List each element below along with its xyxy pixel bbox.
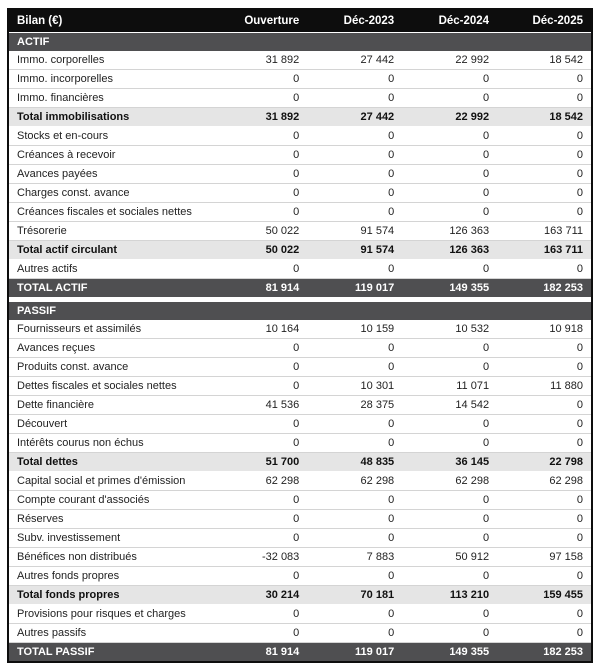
cell-value: 0 bbox=[307, 146, 402, 165]
row-label: Dettes fiscales et sociales nettes bbox=[8, 377, 212, 396]
table-row bbox=[8, 184, 592, 203]
cell-value: 0 bbox=[497, 89, 592, 108]
table-row bbox=[8, 279, 592, 298]
table-row bbox=[8, 605, 592, 624]
row-label: Capital social et primes d'émission bbox=[8, 472, 212, 491]
cell-value: 0 bbox=[497, 624, 592, 643]
cell-value: 36 145 bbox=[402, 453, 497, 472]
cell-value: 0 bbox=[307, 260, 402, 279]
cell-value: 0 bbox=[212, 510, 307, 529]
cell-value: 0 bbox=[212, 358, 307, 377]
table-row bbox=[8, 396, 592, 415]
cell-value: 11 071 bbox=[402, 377, 497, 396]
cell-value: 0 bbox=[212, 89, 307, 108]
cell-value: 0 bbox=[212, 127, 307, 146]
cell-value: 0 bbox=[402, 529, 497, 548]
cell-value: 0 bbox=[402, 624, 497, 643]
row-label: Autres passifs bbox=[8, 624, 212, 643]
cell-value: 0 bbox=[212, 529, 307, 548]
cell-value: 0 bbox=[402, 434, 497, 453]
cell-value: 149 355 bbox=[402, 279, 497, 298]
table-row bbox=[8, 127, 592, 146]
cell-value: 0 bbox=[497, 491, 592, 510]
cell-value: 22 992 bbox=[402, 51, 497, 70]
table-row bbox=[8, 643, 592, 663]
cell-value: 0 bbox=[402, 70, 497, 89]
cell-value: 0 bbox=[212, 434, 307, 453]
cell-value: 0 bbox=[497, 165, 592, 184]
section-title: ACTIF bbox=[8, 33, 592, 52]
row-label: Fournisseurs et assimilés bbox=[8, 320, 212, 339]
cell-value: 11 880 bbox=[497, 377, 592, 396]
cell-value: 62 298 bbox=[402, 472, 497, 491]
cell-value: 81 914 bbox=[212, 279, 307, 298]
row-label: TOTAL ACTIF bbox=[8, 279, 212, 298]
section-header-row bbox=[8, 33, 592, 52]
section-header-row bbox=[8, 302, 592, 320]
row-label: Bénéfices non distribués bbox=[8, 548, 212, 567]
table-row bbox=[8, 222, 592, 241]
cell-value: 10 159 bbox=[307, 320, 402, 339]
table-row bbox=[8, 510, 592, 529]
cell-value: 31 892 bbox=[212, 51, 307, 70]
cell-value: 18 542 bbox=[497, 51, 592, 70]
cell-value: 0 bbox=[497, 260, 592, 279]
cell-value: 0 bbox=[307, 339, 402, 358]
cell-value: 0 bbox=[307, 415, 402, 434]
row-label: Autres fonds propres bbox=[8, 567, 212, 586]
cell-value: 70 181 bbox=[307, 586, 402, 605]
cell-value: 27 442 bbox=[307, 51, 402, 70]
cell-value: 0 bbox=[402, 146, 497, 165]
cell-value: 0 bbox=[307, 358, 402, 377]
table-row bbox=[8, 51, 592, 70]
table-row bbox=[8, 586, 592, 605]
table-body bbox=[8, 33, 592, 663]
column-header: Ouverture bbox=[212, 9, 307, 33]
cell-value: 18 542 bbox=[497, 108, 592, 127]
table-row bbox=[8, 567, 592, 586]
cell-value: 97 158 bbox=[497, 548, 592, 567]
table-row bbox=[8, 165, 592, 184]
row-label: Créances à recevoir bbox=[8, 146, 212, 165]
cell-value: 0 bbox=[212, 260, 307, 279]
cell-value: 31 892 bbox=[212, 108, 307, 127]
cell-value: 22 798 bbox=[497, 453, 592, 472]
cell-value: 0 bbox=[402, 567, 497, 586]
cell-value: 0 bbox=[497, 434, 592, 453]
table-row bbox=[8, 89, 592, 108]
cell-value: 14 542 bbox=[402, 396, 497, 415]
row-label: Intérêts courus non échus bbox=[8, 434, 212, 453]
cell-value: 0 bbox=[307, 434, 402, 453]
cell-value: 0 bbox=[402, 339, 497, 358]
cell-value: 0 bbox=[307, 165, 402, 184]
cell-value: 0 bbox=[212, 339, 307, 358]
cell-value: 159 455 bbox=[497, 586, 592, 605]
cell-value: 163 711 bbox=[497, 222, 592, 241]
cell-value: 0 bbox=[307, 529, 402, 548]
cell-value: 0 bbox=[402, 510, 497, 529]
table-row bbox=[8, 529, 592, 548]
cell-value: 0 bbox=[497, 529, 592, 548]
row-label: Provisions pour risques et charges bbox=[8, 605, 212, 624]
cell-value: 119 017 bbox=[307, 643, 402, 663]
cell-value: 10 301 bbox=[307, 377, 402, 396]
row-label: Total immobilisations bbox=[8, 108, 212, 127]
cell-value: 0 bbox=[307, 567, 402, 586]
cell-value: 0 bbox=[497, 203, 592, 222]
cell-value: 0 bbox=[497, 184, 592, 203]
cell-value: 0 bbox=[212, 377, 307, 396]
cell-value: 27 442 bbox=[307, 108, 402, 127]
cell-value: 0 bbox=[307, 70, 402, 89]
cell-value: 0 bbox=[402, 491, 497, 510]
cell-value: 0 bbox=[212, 624, 307, 643]
row-label: Immo. corporelles bbox=[8, 51, 212, 70]
cell-value: 0 bbox=[497, 510, 592, 529]
row-label: TOTAL PASSIF bbox=[8, 643, 212, 663]
cell-value: 113 210 bbox=[402, 586, 497, 605]
cell-value: 126 363 bbox=[402, 241, 497, 260]
column-header: Déc-2025 bbox=[497, 9, 592, 33]
row-label: Stocks et en-cours bbox=[8, 127, 212, 146]
cell-value: 0 bbox=[307, 510, 402, 529]
row-label: Total actif circulant bbox=[8, 241, 212, 260]
table-row bbox=[8, 70, 592, 89]
cell-value: 0 bbox=[307, 491, 402, 510]
row-label: Charges const. avance bbox=[8, 184, 212, 203]
cell-value: 62 298 bbox=[307, 472, 402, 491]
cell-value: 163 711 bbox=[497, 241, 592, 260]
cell-value: 0 bbox=[307, 605, 402, 624]
cell-value: 0 bbox=[307, 624, 402, 643]
cell-value: 0 bbox=[307, 203, 402, 222]
table-row bbox=[8, 358, 592, 377]
cell-value: 62 298 bbox=[497, 472, 592, 491]
table-row bbox=[8, 339, 592, 358]
cell-value: -32 083 bbox=[212, 548, 307, 567]
section-title: PASSIF bbox=[8, 302, 592, 320]
table-row bbox=[8, 108, 592, 127]
cell-value: 0 bbox=[402, 165, 497, 184]
cell-value: 0 bbox=[497, 146, 592, 165]
cell-value: 0 bbox=[307, 89, 402, 108]
row-label: Compte courant d'associés bbox=[8, 491, 212, 510]
cell-value: 0 bbox=[402, 415, 497, 434]
cell-value: 62 298 bbox=[212, 472, 307, 491]
table-row bbox=[8, 491, 592, 510]
cell-value: 149 355 bbox=[402, 643, 497, 663]
cell-value: 0 bbox=[497, 605, 592, 624]
cell-value: 0 bbox=[402, 605, 497, 624]
table-row bbox=[8, 241, 592, 260]
table-title: Bilan (€) bbox=[8, 9, 212, 33]
table-row bbox=[8, 203, 592, 222]
cell-value: 0 bbox=[212, 491, 307, 510]
cell-value: 50 022 bbox=[212, 222, 307, 241]
table-row bbox=[8, 472, 592, 491]
row-label: Total dettes bbox=[8, 453, 212, 472]
cell-value: 0 bbox=[212, 184, 307, 203]
table-row bbox=[8, 415, 592, 434]
cell-value: 0 bbox=[212, 567, 307, 586]
row-label: Total fonds propres bbox=[8, 586, 212, 605]
table-row bbox=[8, 548, 592, 567]
cell-value: 50 912 bbox=[402, 548, 497, 567]
column-header: Déc-2024 bbox=[402, 9, 497, 33]
cell-value: 126 363 bbox=[402, 222, 497, 241]
table-row bbox=[8, 624, 592, 643]
cell-value: 0 bbox=[212, 70, 307, 89]
table-row bbox=[8, 320, 592, 339]
cell-value: 10 532 bbox=[402, 320, 497, 339]
cell-value: 28 375 bbox=[307, 396, 402, 415]
row-label: Immo. financières bbox=[8, 89, 212, 108]
row-label: Avances payées bbox=[8, 165, 212, 184]
cell-value: 0 bbox=[402, 89, 497, 108]
cell-value: 0 bbox=[212, 605, 307, 624]
row-label: Créances fiscales et sociales nettes bbox=[8, 203, 212, 222]
cell-value: 0 bbox=[402, 203, 497, 222]
cell-value: 10 918 bbox=[497, 320, 592, 339]
column-header: Déc-2023 bbox=[307, 9, 402, 33]
cell-value: 0 bbox=[402, 260, 497, 279]
row-label: Trésorerie bbox=[8, 222, 212, 241]
cell-value: 91 574 bbox=[307, 241, 402, 260]
cell-value: 50 022 bbox=[212, 241, 307, 260]
cell-value: 0 bbox=[497, 358, 592, 377]
cell-value: 182 253 bbox=[497, 643, 592, 663]
table-row bbox=[8, 453, 592, 472]
cell-value: 0 bbox=[497, 339, 592, 358]
row-label: Dette financière bbox=[8, 396, 212, 415]
cell-value: 0 bbox=[212, 165, 307, 184]
cell-value: 0 bbox=[402, 358, 497, 377]
table-row bbox=[8, 260, 592, 279]
cell-value: 0 bbox=[212, 203, 307, 222]
cell-value: 0 bbox=[497, 127, 592, 146]
cell-value: 7 883 bbox=[307, 548, 402, 567]
row-label: Subv. investissement bbox=[8, 529, 212, 548]
cell-value: 51 700 bbox=[212, 453, 307, 472]
table-row bbox=[8, 434, 592, 453]
cell-value: 10 164 bbox=[212, 320, 307, 339]
cell-value: 0 bbox=[497, 567, 592, 586]
cell-value: 0 bbox=[307, 127, 402, 146]
row-label: Avances reçues bbox=[8, 339, 212, 358]
row-label: Immo. incorporelles bbox=[8, 70, 212, 89]
row-label: Autres actifs bbox=[8, 260, 212, 279]
cell-value: 0 bbox=[307, 184, 402, 203]
row-label: Découvert bbox=[8, 415, 212, 434]
cell-value: 0 bbox=[212, 146, 307, 165]
cell-value: 22 992 bbox=[402, 108, 497, 127]
cell-value: 0 bbox=[497, 396, 592, 415]
cell-value: 0 bbox=[402, 184, 497, 203]
cell-value: 41 536 bbox=[212, 396, 307, 415]
table-row bbox=[8, 146, 592, 165]
table-row bbox=[8, 377, 592, 396]
row-label: Produits const. avance bbox=[8, 358, 212, 377]
balance-sheet-table bbox=[7, 8, 593, 663]
cell-value: 0 bbox=[497, 415, 592, 434]
cell-value: 0 bbox=[402, 127, 497, 146]
cell-value: 81 914 bbox=[212, 643, 307, 663]
row-label: Réserves bbox=[8, 510, 212, 529]
cell-value: 182 253 bbox=[497, 279, 592, 298]
cell-value: 0 bbox=[497, 70, 592, 89]
cell-value: 0 bbox=[212, 415, 307, 434]
cell-value: 119 017 bbox=[307, 279, 402, 298]
cell-value: 30 214 bbox=[212, 586, 307, 605]
cell-value: 48 835 bbox=[307, 453, 402, 472]
table-header-row bbox=[8, 9, 592, 33]
cell-value: 91 574 bbox=[307, 222, 402, 241]
